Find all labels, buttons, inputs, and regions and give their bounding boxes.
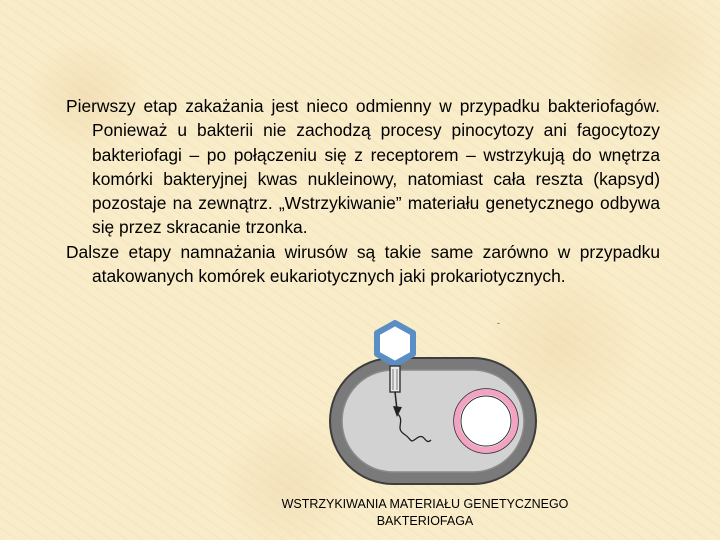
caption-line-1: WSTRZYKIWANIA MATERIAŁU GENETYCZNEGO: [281, 497, 569, 511]
slide-text: [66, 94, 660, 288]
stray-mark: -: [497, 318, 500, 328]
plasmid-ring-icon: [454, 389, 518, 453]
phage-injection-illustration: [325, 320, 555, 495]
figure-caption: [240, 496, 610, 530]
phage-diagram: [325, 320, 555, 490]
paragraph-further-stages: Dalsze etapy namnażania wirusów są takie same zarówno w przypadku atakowanych komórek eukariotycznych jaki prokariotycznych.: [66, 241, 660, 287]
caption-line-2: BAKTERIOFAGA: [376, 514, 474, 528]
paragraph-phage-infection: Pierwszy etap zakażania jest nieco odmienny w przypadku bakteriofagów. Ponieważ u bakterii nie zachodzą procesy pinocytozy ani fagocytozy bakteriofagi – po połączeniu się z receptorem – wstrzykują do wnętrza komórki bakteryjnej kwas nukleinowy, natomiast cała reszta (kapsyd) pozostaje na zewnątrz. „Wstrzykiwanie” materiału genetycznego odbywa się przez skracanie trzonka.: [66, 96, 660, 238]
